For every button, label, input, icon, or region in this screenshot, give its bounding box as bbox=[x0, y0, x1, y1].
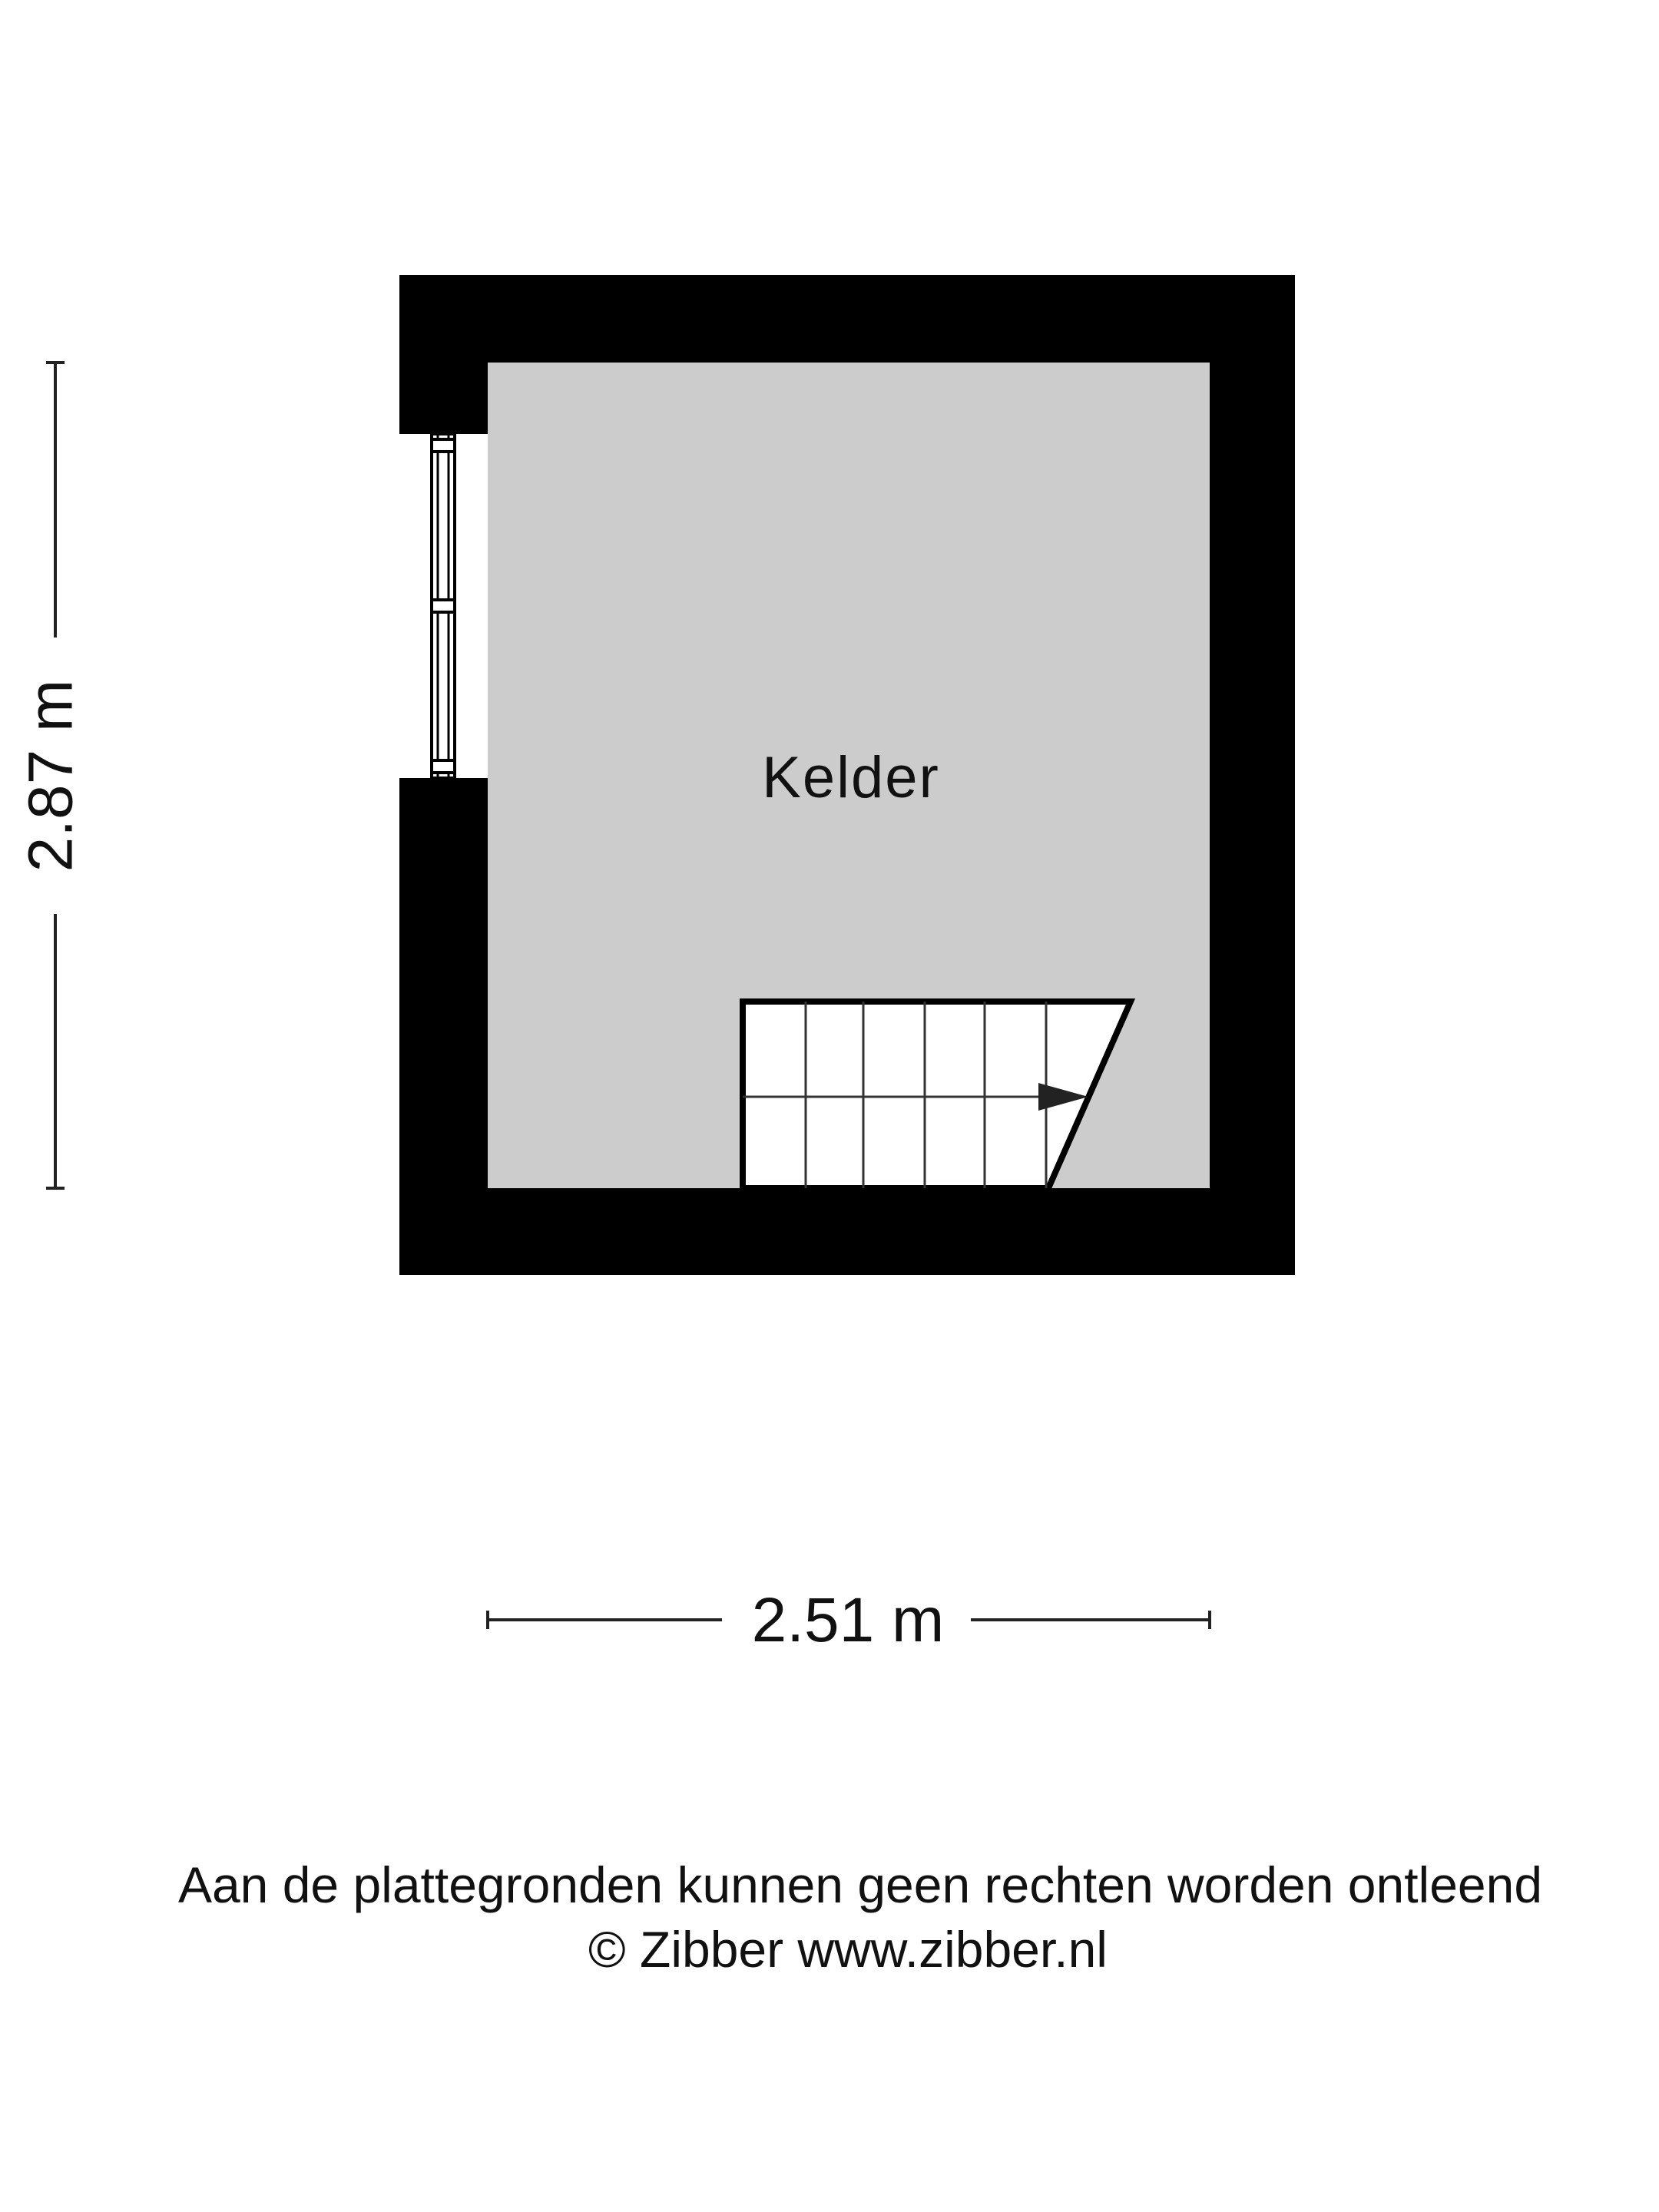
footer-copyright: © Zibber www.zibber.nl bbox=[588, 1921, 1108, 1978]
dimension-height-label: 2.87 m bbox=[15, 679, 86, 873]
dimension-width-label: 2.51 m bbox=[751, 1585, 945, 1655]
window bbox=[432, 434, 455, 778]
window-mullion bbox=[432, 760, 455, 773]
footer-disclaimer: Aan de plattegronden kunnen geen rechten worden ontleend bbox=[177, 1856, 1543, 1913]
window-mullion bbox=[432, 439, 455, 452]
window-mullion bbox=[432, 600, 455, 612]
room-label: Kelder bbox=[762, 745, 940, 810]
